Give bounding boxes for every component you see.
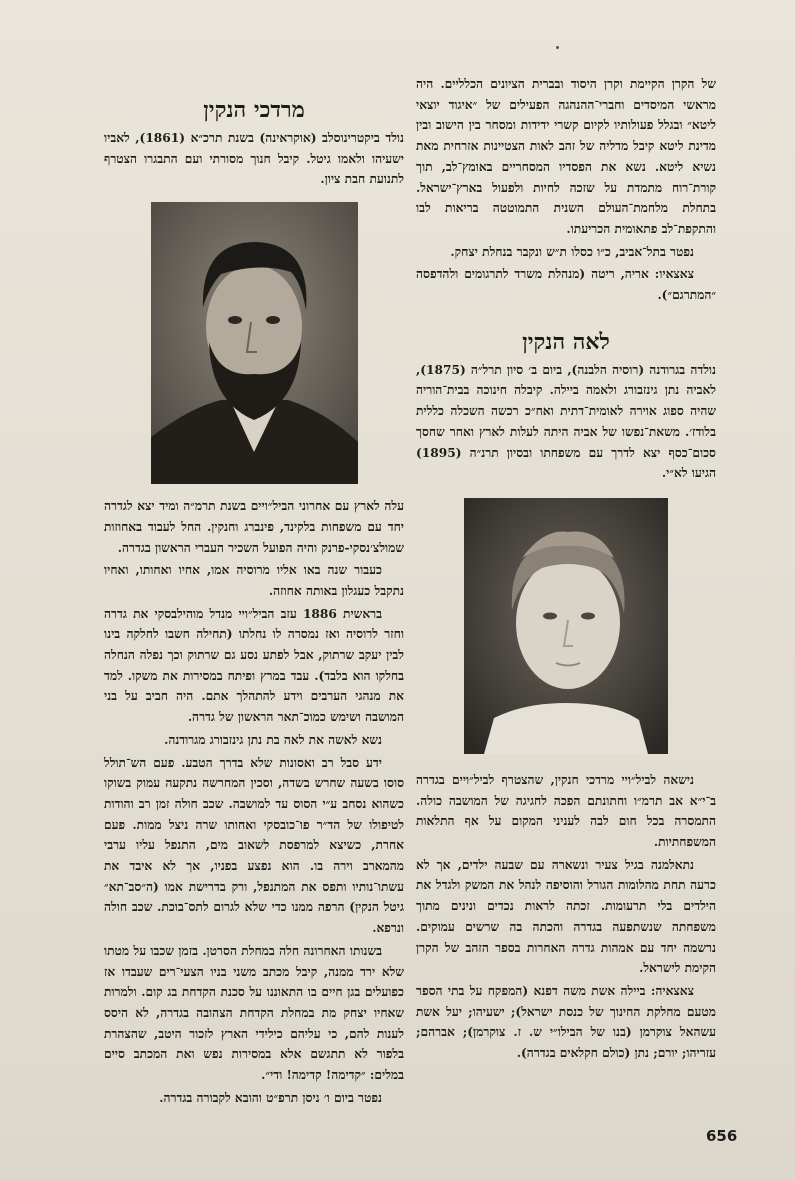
body-paragraph: נשא לאשה את לאה בת נתן גינזבורג מגרודנה.	[164, 732, 382, 747]
body-paragraph: נישאה לביל״ויי מרדכי חנקין, שהצטרף לביל״ויים בגדרה ב־י״א אב תרמ״ו וחתונתם הפכה לחגיגה של המושבה כולה. התמסרה בכל חום לבה לעניני המקום על אף התלאות המשפחתיות.	[416, 772, 716, 850]
print-speck	[556, 46, 559, 49]
body-paragraph: נפטר ביום ו׳ ניסן תרפ״ט והובא לקבורה בגדרה.	[159, 1090, 382, 1105]
article-leah-hankin	[416, 74, 716, 1066]
body-paragraph: בשנותו האחרונה חלה במחלת הסרטן. בזמן שכבו על מטתו שלא ירד ממנה, קיבל מכתב משני בניו הצעי־רים שעבדו אז כפועלים בגן חיים בו התאוננו על סכנת הקדחת בג קום. ולמרות שאחיו יצחק מת במחלת הקדחת הצהובה בגדרה, לא היסס לענות להם, כי עליהם כילידי הארץ לזכור היטב, שהצהרת בלפור לא תתגשם אלא במסירות נפש ואת המכתב סיים במלים: ״קדימה! קדימה! ודי״.	[104, 943, 404, 1083]
heading-leah-hankin: לאה הנקין	[522, 328, 610, 355]
intro-paragraph: נולדה בגרודנה (רוסיה הלבנה), ביום ב׳ סיון תרל״ה (1875), לאביה נתן גינזבורג ולאמה ביילה. קיבלה חינוכה בבית־הוריה שהיה ספוג אוירה לאומית־דתית ואח״כ רכשה השכלה כללית בלודז׳. משאת־נפשו של אביה היתה לעלות לארץ ואחר שחסך סכום־כסף יצא לדרך עם משפחתו ובסיון תרנ״ה (1895) הגיעו לא״י.	[416, 362, 716, 481]
article-mordechai-hankin	[104, 96, 404, 1111]
body-paragraph: נתאלמנה בגיל צעיר ונשארה עם שבעה ילדים, אך לא כרעה תחת מהלומות הגורל והוסיפה לנהל את המשק ולגדל את הילדים בלי תרעומות. זכתה לראות נכדים ונינים מתוך משפחתה שנשתפעה בגדרה והכתה בה שרשים עמוקים. נרשמה יחד עם אמהות גדרה האחרות בספר הזהב של הקרן הקימת לישראל.	[416, 857, 716, 976]
body-paragraph: ידע סבל רב ואסונות שלא בדרך הטבע. פעם הש־תולל סוסו בשעה שחרש בשדה, וסכין המחרשה נתקעה עמוק בשוקו כשהוא נסחב ע״י הסוס עד למושבה. שכב חולה זמן רב והודות לטיפולו של הד״ר פו־כובסקי ואחותו שרה ניצל ממות. פעם אחרת, כשיצא למרפסת לשאוב מים, התנפל עליו ערבי מהמארב וירה בו. הוא נפצע בפניו, אך לא איבד את עשתו־נותיו ותפס את המתנפל, ורק בדרישת אמו (ה״סב־תא״ גיטל הנקין) הרפה ממנו כדי שלא לגרום לתס־בוכת. שכב חולה ונרפא.	[104, 755, 404, 936]
death-paragraph: נפטר בתל־אביב, כ״ו כסלו ת״ש ונקבר בנחלת יצחק.	[450, 244, 694, 259]
body-paragraph: צאצאיה: ביילה אשת משה דפנא (המפקח על בתי הספר מטעם מחלקת החינוך של כנסת ישראל); ישעיהו; יעל אשת עשהאל צוקרמן (בנו של הבילו״י ש. ז. צוקרמן); אברהם; עזריהו; יורם; נתן (כולם חקלאים בגדרה).	[416, 983, 716, 1061]
descendants-paragraph: צאצאיו: אריה, ריטה (מנהלת משרד לתרגומים ולהדפסה ״המתרגם״).	[416, 267, 716, 303]
page-number: 656	[706, 1127, 738, 1145]
portrait-photo-mordechai	[151, 202, 358, 484]
continuation-paragraph: של הקרן הקיימת וקרן היסוד ובברית הציונים הכלליים. היה מראשי המיסדים וחברי־ההנהגה הפעילים של ״איגוד יוצאי ליטא״ ובגלל פעולותיו לקיום קשרי ידידות ומסחר בין הישוב ובין מדינת ליטא קיבל מדליה של זהב לאות הצטיינות אזרחית מאת נשיא ליטא. נשא את הפסדיו המסחריים באומץ־לב, תוך קורת־רוח מתמדת על שזכה לחיות ולפעול בארץ־ישראל. בתחלת מלחמת־העולם השנית התמוטטה בריאות לבו והתקפת־לב פתאומית הכריעתו.	[416, 77, 716, 236]
portrait-photo-leah	[464, 498, 668, 754]
body-paragraph: בראשית 1886 עזב הביל״ויי מנדל מוהילבסקי את גדרה וחזר לרוסיה ואז נמסרה לו נחלתו (תחילה חשבו לחלקה בינו לבין יעקב שרתוק, אבל לפתע נסע גם שרתוק וכך נפלה הנחלה בחלקו הוא בלבד). עבד במרץ ופיתח במסירות את משקו. למד את מנהגי הערבים וידע להתהלך אתם. היה חביב על בני המושבה ושימש כמוכ־תאר הראשון של גדרה.	[104, 606, 404, 725]
body-paragraph: כעבור שנה באו אליו מרוסיה אמו, אחיו ואחותו, ואחיו נתקבל כעגלון באותה אחוזה.	[104, 563, 404, 598]
body-paragraph: עלה לארץ עם אחרוני הביל״ויים בשנת תרמ״ה ומיד יצא לגדרה יחד עם משפחות בלקינד, פינברג וחנקין. החל לעבוד באחוזות שמולצ׳נסקי-פרנק והיה הפועל השכיר העברי הראשון בגדרה.	[104, 499, 404, 555]
heading-mordechai-hankin: מרדכי הנקין	[203, 97, 305, 123]
intro-paragraph: נולד ביקטרינוסלב (אוקראינה) בשנת תרכ״א (1861), לאביו ישעיהו ולאמו גיטל. קיבל חנוך מסורתי ועם התבגרו הצטרף לתנועת חבת ציון.	[104, 131, 404, 187]
